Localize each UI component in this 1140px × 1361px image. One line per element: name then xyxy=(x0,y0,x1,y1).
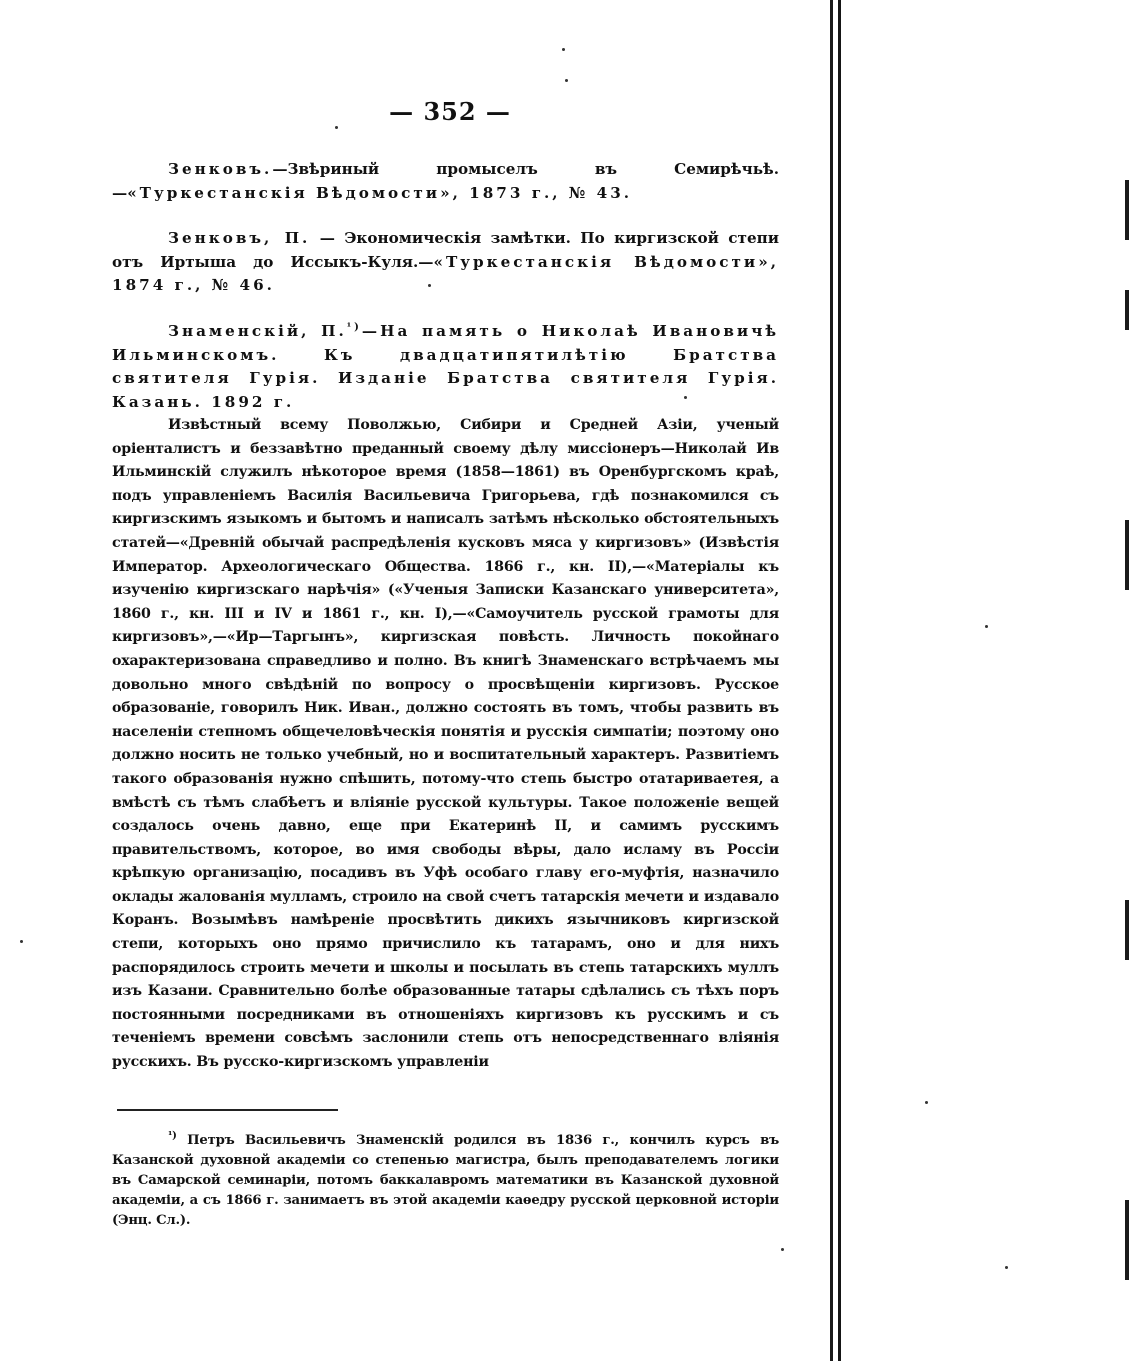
page-number: — 352 — xyxy=(389,97,511,126)
entry-heading xyxy=(112,227,779,298)
scan-edge-mark xyxy=(1125,520,1129,590)
scan-speck xyxy=(1005,1266,1008,1269)
page-edge-shadow xyxy=(830,0,833,1361)
entry-source: «Туркестанскія Вѣдомости» xyxy=(433,252,771,271)
entry-author: Зенковъ, П. xyxy=(168,229,311,247)
scan-speck xyxy=(562,48,565,51)
scan-edge-mark xyxy=(1125,290,1129,330)
footnote-mark: ¹) xyxy=(346,321,362,333)
scan-edge-mark xyxy=(1125,1200,1129,1280)
entry-heading xyxy=(112,158,779,205)
footnote-mark: ¹) xyxy=(168,1130,177,1142)
entry-source: «Туркестанскія Вѣдомости» xyxy=(127,183,453,202)
scan-speck xyxy=(781,1248,784,1251)
entry-title: —На память о Николаѣ Ивановичѣ Ильминскомъ. Къ двадцатипятилѣтію Братства святителя Гурія. Изданіе Братства святителя Гурія. Казань. 1892 г. xyxy=(112,322,779,411)
scan-speck xyxy=(985,625,988,628)
entry-title: — Экономическія замѣтки. По киргизской степи отъ Иртыша до Иссыкъ-Куля.— xyxy=(112,229,779,271)
page-edge-shadow xyxy=(838,0,841,1361)
bibliography-entry-2 xyxy=(112,227,779,298)
entry-author: Знаменскій, П. xyxy=(168,322,347,340)
scan-speck xyxy=(20,940,23,943)
footnote-divider xyxy=(117,1109,338,1111)
entry-imprint: , 1873 г., № 43. xyxy=(452,183,633,202)
scan-edge-mark xyxy=(1125,900,1129,960)
scan-edge-mark xyxy=(1125,180,1129,240)
scan-speck xyxy=(684,396,687,399)
entry-heading xyxy=(112,320,779,414)
footnote-text: Петръ Васильевичъ Знаменскій родился въ 1836 г., кончилъ курсъ въ Казанской духовной академіи со степенью магистра, былъ преподавателемъ логики въ Самарской семинаріи, потомъ баккалавромъ математики въ Казанской духовной академіи, а съ 1866 г. занимаетъ въ этой академіи каѳедру русской церковной исторіи (Энц. Сл.). xyxy=(112,1133,779,1228)
bibliography-entry-3 xyxy=(112,320,779,1075)
entry-title: —Звѣриный промыселъ въ Семирѣчьѣ.— xyxy=(112,160,779,202)
scan-speck xyxy=(565,79,568,82)
entry-imprint: , 1874 г., № 46. xyxy=(112,252,779,294)
entry-annotation: Извѣстный всему Поволжью, Сибири и Средней Азіи, ученый оріенталистъ и беззавѣтно преданный своему дѣлу миссіонеръ—Николай Ив Ильминскій служилъ нѣкоторое время (1858—1861) въ Оренбургскомъ краѣ, подъ управленіемъ Василія Васильевича Григорьева, гдѣ познакомился съ киргизскимъ языкомъ и бытомъ и написалъ затѣмъ нѣсколько обстоятельныхъ статей—«Древній обычай распредѣленія кусковъ мяса у киргизовъ» (Извѣстія Император. Археологическаго Общества. 1866 г., кн. II),—«Матеріалы къ изученію киргизскаго нарѣчія» («Ученыя Записки Казанскаго университета», 1860 г., кн. III и IV и 1861 г., кн. I),—«Самоучитель русской грамоты для киргизовъ»,—«Ир—Таргынъ», киргизская повѣсть. Личность покойнаго охарактеризована справедливо и полно. Въ книгѣ Знаменскаго встрѣчаемъ мы довольно много свѣдѣній по вопросу о просвѣщеніи киргизовъ. Русское образованіе, говорилъ Ник. Иван., должно состоять въ томъ, чтобы развить въ населеніи степномъ общечеловѣческія понятія и русскія симпатіи; поэтому оно должно носить не только учебный, но и воспитательный характеръ. Развитіемъ такого образованія нужно спѣшить, потому-что степь быстро отатариваетея, а вмѣстѣ съ тѣмъ слабѣетъ и вліяніе русской культуры. Такое положеніе вещей создалось очень давно, еще при Екатеринѣ II, и самимъ русскимъ правительствомъ, которое, во имя свободы вѣры, дало исламу въ Россіи крѣпкую организацію, посадивъ въ Уфѣ особаго главу его-муфтія, назначило оклады жалованія мулламъ, строило на свой счетъ татарскія мечети и издавало Коранъ. Возымѣвъ намѣреніе просвѣтить дикихъ язычниковъ киргизской степи, которыхъ оно прямо причислило къ татарамъ, оно и для нихъ распорядилось строить мечети и школы и посылать въ степь татарскихъ муллъ изъ Казани. Сравнительно болѣе образованные татары сдѣлались съ тѣхъ поръ постоянными посредниками въ отношеніяхъ киргизовъ къ русскимъ и съ теченіемъ времени совсѣмъ заслонили степь отъ непосредственнаго вліянія русскихъ. Въ русско-киргизскомъ управленіи xyxy=(112,417,779,1071)
scan-speck xyxy=(428,284,431,287)
bibliography-entry-1 xyxy=(112,158,779,205)
footnote xyxy=(112,1131,779,1231)
entry-author: Зенковъ. xyxy=(168,160,273,178)
scan-speck xyxy=(925,1101,928,1104)
scan-speck xyxy=(335,126,338,129)
